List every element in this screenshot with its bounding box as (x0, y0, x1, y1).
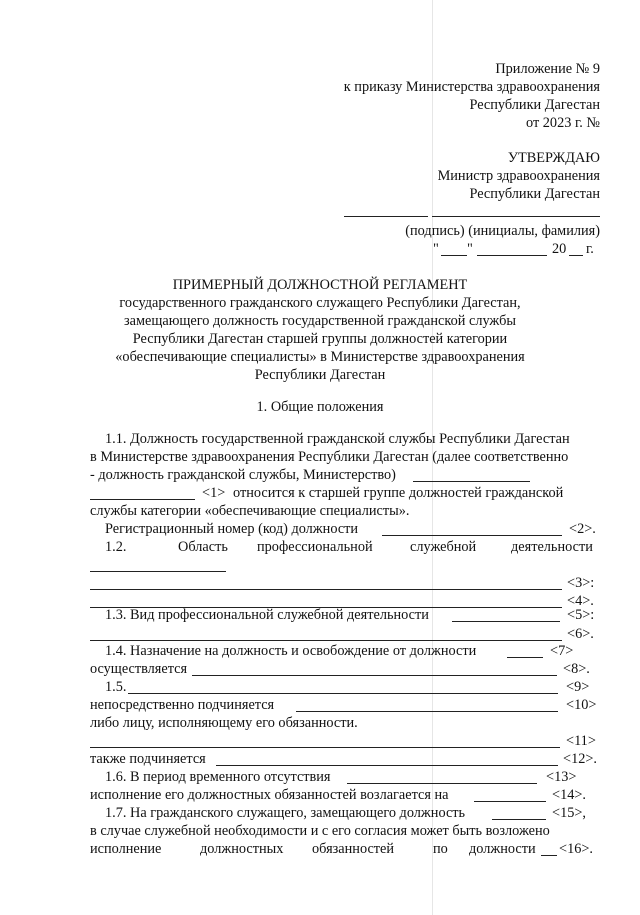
blank-line (128, 693, 558, 694)
signature-caption: (подпись) (инициалы, фамилия) (405, 223, 600, 239)
date-month-line (477, 255, 547, 256)
p12-word: деятельности (511, 539, 593, 555)
blank-line (382, 535, 562, 536)
approval-region: Республики Дагестан (469, 186, 600, 202)
ref-13: <13> (546, 769, 577, 785)
p11-line3: - должность гражданской службы, Министерство) (90, 467, 396, 483)
p11-line4: относится к старшей группе должностей гражданской (233, 485, 564, 501)
doc-subtitle-2: замещающего должность государственной гражданской службы (123, 313, 517, 329)
appendix-number: Приложение № 9 (495, 61, 600, 77)
doc-subtitle-4: «обеспечивающие специалисты» в Министерстве здравоохранения (115, 349, 525, 365)
p14-line2: осуществляется (90, 661, 188, 677)
date-quote-close: " (467, 241, 473, 257)
p15-line5: также подчиняется (90, 751, 206, 767)
doc-subtitle-3: Республики Дагестан старшей группы должностей категории (132, 331, 508, 347)
p15-num: 1.5. (105, 679, 127, 695)
appendix-date: от 2023 г. № (526, 115, 600, 131)
date-year-line (569, 255, 583, 256)
appendix-region: Республики Дагестан (469, 97, 600, 113)
p17-word: по (433, 841, 448, 857)
blank-line (90, 589, 562, 590)
p16-line2: исполнение его должностных обязанностей возлагается на (90, 787, 449, 803)
p12-word: Область (178, 539, 228, 555)
blank-line (296, 711, 558, 712)
p17-line2: в случае служебной необходимости и с его согласия может быть возложено (90, 823, 550, 839)
blank-line (192, 675, 557, 676)
blank-line (90, 571, 226, 572)
blank-line (541, 855, 557, 856)
p15-line3: либо лицу, исполняющему его обязанности. (90, 715, 358, 731)
blank-line (413, 481, 530, 482)
date-year: 20 (552, 241, 567, 257)
name-line (432, 216, 600, 217)
ref-3: <3>: (567, 575, 595, 591)
p11-line1: 1.1. Должность государственной гражданской службы Республики Дагестан (105, 431, 570, 447)
p12-word: профессиональной (257, 539, 373, 555)
approval-title: УТВЕРЖДАЮ (507, 150, 600, 166)
ref-6: <6>. (567, 626, 594, 642)
ref-4: <4>. (567, 593, 594, 609)
ref-8: <8>. (563, 661, 590, 677)
signature-line (344, 216, 428, 217)
p13-text: 1.3. Вид профессиональной служебной деятельности (105, 607, 429, 623)
section-heading: 1. Общие положения (256, 399, 384, 415)
blank-line (452, 621, 560, 622)
blank-line (507, 657, 543, 658)
p16-text: 1.6. В период временного отсутствия (105, 769, 331, 785)
ref-14: <14>. (552, 787, 586, 803)
ref-10: <10> (566, 697, 597, 713)
blank-line (216, 765, 558, 766)
date-quote-open: " (433, 241, 439, 257)
blank-line (90, 640, 562, 641)
date-day-line (441, 255, 467, 256)
appendix-order: к приказу Министерства здравоохранения (343, 79, 600, 95)
doc-subtitle-5: Республики Дагестан (254, 367, 386, 383)
blank-line (492, 819, 546, 820)
p11-line2: в Министерстве здравоохранения Республики Дагестан (далее соответственно (90, 449, 569, 465)
doc-subtitle-1: государственного гражданского служащего Республики Дагестан, (119, 295, 521, 311)
p17-word: должности (469, 841, 536, 857)
date-suffix: г. (586, 241, 594, 257)
ref-2: <2>. (569, 521, 596, 537)
registration-label: Регистрационный номер (код) должности (105, 521, 359, 537)
ref-11: <11> (566, 733, 596, 749)
ref-1: <1> (202, 485, 226, 501)
blank-line (347, 783, 537, 784)
doc-title: ПРИМЕРНЫЙ ДОЛЖНОСТНОЙ РЕГЛАМЕНТ (172, 277, 468, 293)
p15-line2: непосредственно подчиняется (90, 697, 275, 713)
p14-text: 1.4. Назначение на должность и освобождение от должности (105, 643, 477, 659)
ref-5: <5>: (567, 607, 595, 623)
approval-position: Министр здравоохранения (437, 168, 600, 184)
p11-line5: службы категории «обеспечивающие специалисты». (90, 503, 410, 519)
ref-12: <12>. (563, 751, 597, 767)
p17-word: исполнение (90, 841, 162, 857)
p17-text: 1.7. На гражданского служащего, замещающего должность (105, 805, 466, 821)
p17-word: обязанностей (312, 841, 395, 857)
p12-num: 1.2. (105, 539, 127, 555)
ref-9: <9> (566, 679, 590, 695)
blank-line (474, 801, 546, 802)
blank-line (90, 747, 560, 748)
ref-7: <7> (550, 643, 574, 659)
p12-word: служебной (410, 539, 477, 555)
p17-word: должностных (200, 841, 284, 857)
ref-16: <16>. (559, 841, 593, 857)
ref-15: <15>, (552, 805, 586, 821)
blank-line (90, 499, 195, 500)
